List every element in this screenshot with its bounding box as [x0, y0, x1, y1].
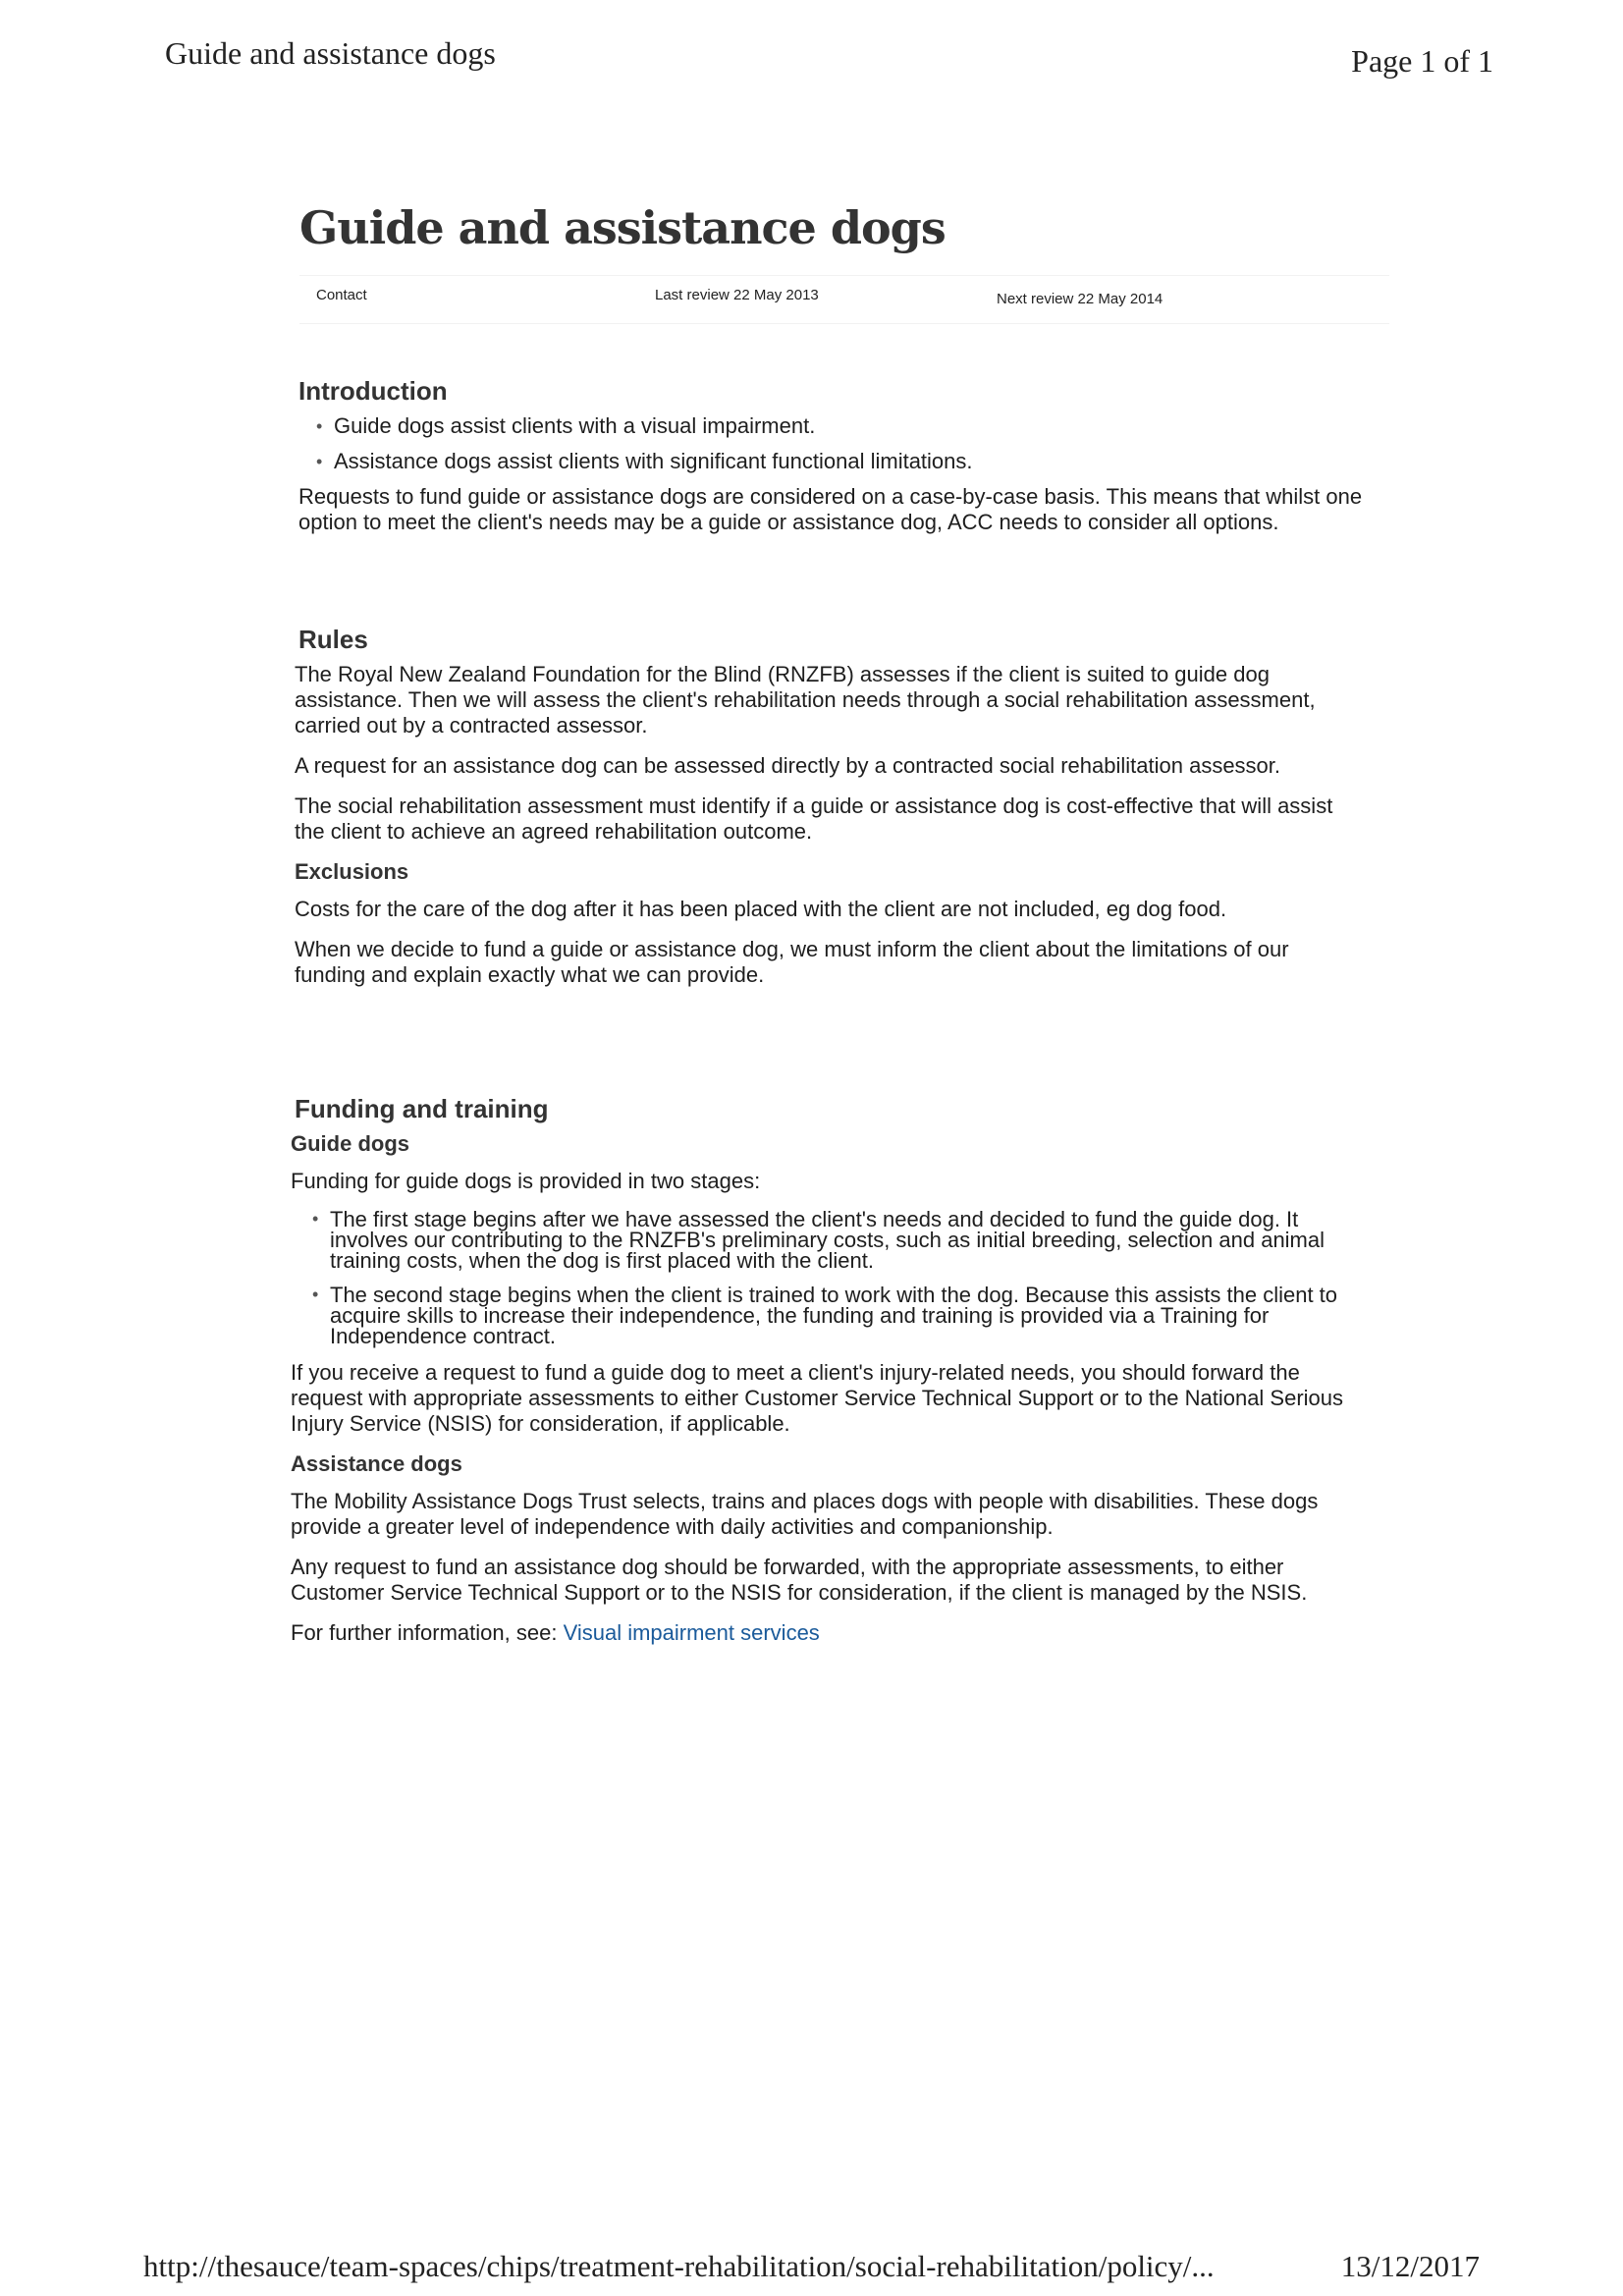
funding-section — [291, 1096, 1351, 1661]
exclusions-heading: Exclusions — [295, 859, 409, 884]
visual-impairment-services-link[interactable]: Visual impairment services — [563, 1620, 820, 1645]
list-item — [312, 1283, 1351, 1348]
rules-paragraph: The social rehabilitation assessment must identify if a guide or assistance dog is cost-effective that will assist the client to achieve an agreed rehabilitation outcome. — [295, 793, 1333, 844]
guide-dogs-heading: Guide dogs — [291, 1131, 409, 1156]
last-review: Last review 22 May 2013 — [655, 287, 819, 303]
introduction-section — [295, 378, 1365, 550]
guide-intro: Funding for guide dogs is provided in two stages: — [291, 1169, 761, 1193]
bullet-text: Guide dogs assist clients with a visual impairment. — [334, 413, 816, 438]
contact-label: Contact — [316, 287, 367, 303]
next-review: Next review 22 May 2014 — [997, 291, 1163, 307]
bullet-text: The second stage begins when the client is trained to work with the dog. Because this assists the client to acquire skills to increase their independence, the funding and training is provided via a Training for Independence contract. — [330, 1283, 1338, 1348]
further-info-prefix: For further information, see: — [291, 1620, 564, 1645]
list-item — [316, 413, 1365, 439]
exclusions-paragraph: When we decide to fund a guide or assistance dog, we must inform the client about the limitations of our funding and explain exactly what we can provide. — [295, 937, 1289, 987]
exclusions-paragraph: Costs for the care of the dog after it has been placed with the client are not included, eg dog food. — [295, 897, 1227, 921]
print-header-title: Guide and assistance dogs — [165, 35, 496, 71]
bullet-icon: • — [312, 1209, 319, 1229]
bullet-icon: • — [316, 452, 323, 471]
intro-paragraph: Requests to fund guide or assistance dogs are considered on a case-by-case basis. This means that whilst one option to meet the client's needs may be a guide or assistance dog, ACC needs to consider all options. — [298, 484, 1363, 534]
rules-paragraph: The Royal New Zealand Foundation for the Blind (RNZFB) assesses if the client is suited to guide dog assistance. Then we will assess the client's rehabilitation needs through a social rehabilitation assessment, carried out by a contracted assessor. — [295, 662, 1316, 738]
assistance-dogs-heading: Assistance dogs — [291, 1451, 462, 1476]
rules-heading: Rules — [298, 625, 368, 654]
bullet-text: The first stage begins after we have assessed the client's needs and decided to fund the guide dog. It involves our contributing to the RNZFB's preliminary costs, such as initial breeding, selection and animal training costs, when the dog is first placed with the client. — [330, 1207, 1325, 1273]
assistance-paragraph: Any request to fund an assistance dog should be forwarded, with the appropriate assessments, to either Customer Service Technical Support or to the NSIS for consideration, if the client is managed by the NSIS. — [291, 1555, 1308, 1605]
rules-paragraph: A request for an assistance dog can be assessed directly by a contracted social rehabilitation assessor. — [295, 753, 1281, 778]
bullet-text: Assistance dogs assist clients with significant functional limitations. — [334, 449, 973, 473]
meta-bar — [299, 275, 1389, 324]
further-info — [291, 1620, 1351, 1646]
funding-heading: Funding and training — [295, 1094, 549, 1123]
bullet-icon: • — [312, 1285, 319, 1304]
introduction-heading: Introduction — [298, 376, 448, 406]
page-title: Guide and assistance dogs — [299, 201, 946, 254]
list-item — [312, 1207, 1351, 1273]
list-item — [316, 449, 1365, 474]
rules-section — [295, 627, 1365, 1003]
assistance-paragraph: The Mobility Assistance Dogs Trust selects, trains and places dogs with people with disabilities. These dogs provide a greater level of independence with daily activities and companionship. — [291, 1489, 1319, 1539]
print-footer-date: 13/12/2017 — [1340, 2249, 1480, 2283]
guide-paragraph: If you receive a request to fund a guide dog to meet a client's injury-related needs, you should forward the request with appropriate assessments to either Customer Service Technical Support or to the National Serious Injury Service (NSIS) for consideration, if applicable. — [291, 1360, 1344, 1436]
print-page-number: Page 1 of 1 — [1351, 43, 1493, 79]
print-footer-url: http://thesauce/team-spaces/chips/treatment-rehabilitation/social-rehabilitation/policy/... — [143, 2249, 1215, 2283]
bullet-icon: • — [316, 416, 323, 436]
